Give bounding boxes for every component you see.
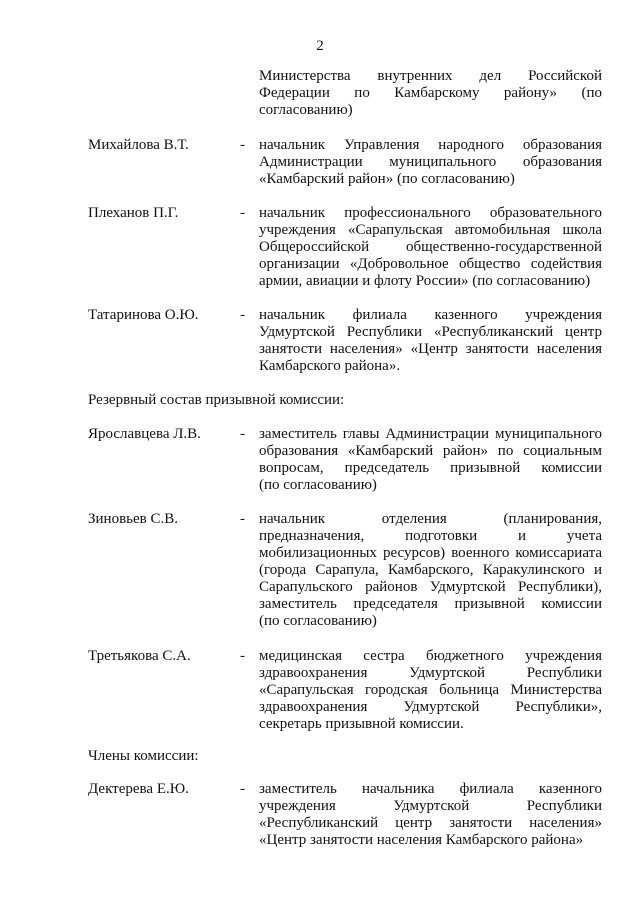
entry-description [259,511,602,630]
member-name: Ярославцева Л.В. [88,426,201,442]
member-name: Дектерева Е.Ю. [88,781,189,797]
member-name: Третьякова С.А. [88,648,191,664]
description-line: здравоохранения Удмуртской Республики», [259,699,602,715]
description-line: учреждения «Сарапульская автомобильная школа [259,222,602,238]
member-name: Михайлова В.Т. [88,137,189,153]
entry-description [259,205,602,290]
description-line: заместитель начальника филиала казенного [259,781,602,797]
member-name: Татаринова О.Ю. [88,307,199,323]
description-line: здравоохранения Удмуртской Республики [259,665,602,681]
description-line: предназначения, подготовки и учета [259,528,602,544]
description-line: Удмуртской Республики «Республиканский центр [259,324,602,340]
description-line: мобилизационных ресурсов) военного комиссариата [259,545,602,561]
member-name: Зиновьев С.В. [88,511,178,527]
reserve-section-heading: Резервный состав призывной комиссии: [88,392,345,408]
description-line: заместитель председателя призывной комиссии [259,596,602,612]
separator-dash: - [240,648,245,664]
page-number: 2 [316,38,324,54]
description-line: организации «Добровольное общество содействия [259,256,602,272]
description-line: (города Сарапула, Камбарского, Каракулинского и [259,562,602,578]
separator-dash: - [240,781,245,797]
description-line: образования «Камбарский район» по социальным [259,443,602,459]
description-line: «Камбарский район» (по согласованию) [259,171,515,187]
description-line: армии, авиации и флоту России» (по согласованию) [259,273,591,289]
description-line: медицинская сестра бюджетного учреждения [259,648,602,664]
description-line: «Центр занятости населения Камбарского района» [259,832,584,848]
description-line: секретарь призывной комиссии. [259,716,464,732]
description-line: «Республиканский центр занятости населения» [259,815,602,831]
entry-description [259,307,602,375]
separator-dash: - [240,426,245,442]
separator-dash: - [240,205,245,221]
description-line: (по согласованию) [259,477,377,493]
separator-dash: - [240,511,245,527]
description-line: Администрации муниципального образования [259,154,602,170]
description-line: заместитель главы Администрации муниципального [259,426,602,442]
description-line: Камбарского района». [259,358,401,374]
entry-description [259,426,602,494]
members-section-heading: Члены комиссии: [88,748,199,764]
description-line: начальник профессионального образовательного [259,205,602,221]
entry-description [259,137,602,188]
member-name: Плеханов П.Г. [88,205,179,221]
description-line: начальник Управления народного образования [259,137,602,153]
description-line: учреждения Удмуртской Республики [259,798,602,814]
description-line: Федерации по Камбарскому району» (по [259,85,602,101]
description-line: начальник отделения (планирования, [259,511,602,527]
entry-description [259,648,602,733]
entry-description [259,68,602,119]
description-line: Сарапульского районов Удмуртской Республики), [259,579,602,595]
description-line: занятости населения» «Центр занятости населения [259,341,602,357]
description-line: Министерства внутренних дел Российской [259,68,602,84]
description-line: (по согласованию) [259,613,377,629]
description-line: начальник филиала казенного учреждения [259,307,602,323]
separator-dash: - [240,137,245,153]
description-line: Общероссийской общественно-государственной [259,239,602,255]
entry-description [259,781,602,849]
description-line: «Сарапульская городская больница Министерства [259,682,602,698]
description-line: согласованию) [259,102,353,118]
description-line: вопросам, председатель призывной комиссии [259,460,602,476]
separator-dash: - [240,307,245,323]
